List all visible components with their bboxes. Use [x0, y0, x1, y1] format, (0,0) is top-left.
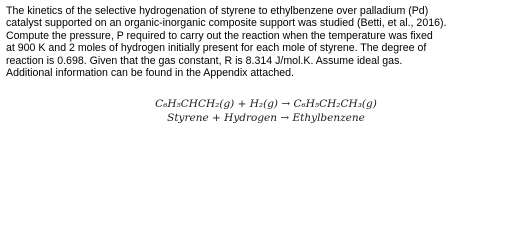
chemical-formula-equation: C₆H₅CHCH₂(g) + H₂(g) → C₆H₅CH₂CH₃(g) [155, 98, 377, 110]
problem-paragraph [6, 5, 528, 79]
paragraph-line: at 900 K and 2 moles of hydrogen initially present for each mole of styrene. The degree of [6, 42, 427, 55]
compound-names-equation: Styrene + Hydrogen → Ethylbenzene [167, 112, 365, 124]
paragraph-line: reaction is 0.698. Given that the gas constant, R is 8.314 J/mol.K. Assume ideal gas. [6, 54, 403, 67]
problem-statement [6, 5, 528, 79]
paragraph-line: Additional information can be found in the Appendix attached. [6, 67, 295, 80]
reaction-equation [0, 97, 532, 125]
paragraph-line: The kinetics of the selective hydrogenation of styrene to ethylbenzene over palladium (Pd) [6, 5, 429, 17]
paragraph-line: catalyst supported on an organic-inorganic composite support was studied (Betti, et al., 2016). [6, 17, 447, 30]
paragraph-line: Compute the pressure, P required to carry out the reaction when the temperature was fixed [6, 29, 433, 42]
